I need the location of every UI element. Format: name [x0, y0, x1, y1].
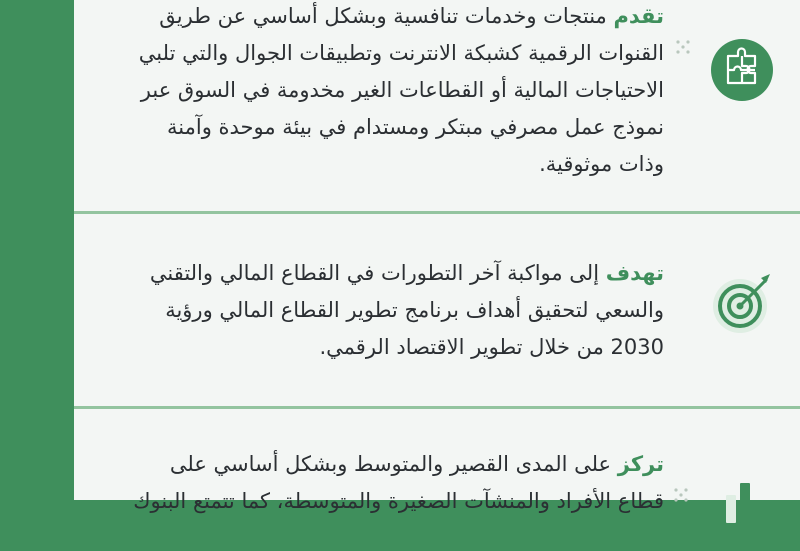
content-card: [74, 0, 800, 513]
section-text: [124, 255, 664, 366]
growth-chart-icon: [706, 479, 778, 551]
section-body: منتجات وخدمات تنافسية وبشكل أساسي عن طريق القنوات الرقمية كشبكة الانترنت وتطبيقات الجوال والتي تلبي الاحتياجات المالية أو القطاعات الغير مخدومة في السوق عبر نموذج عمل مصرفي مبتكر ومستدام في بيئة موحدة وآمنة وذات موثوقية.: [138, 4, 664, 176]
section-body: على المدى القصير والمتوسط وبشكل أساسي على قطاع الأفراد والمنشآت الصغيرة والمتوسطة، كما تتمتع البنوك: [133, 452, 664, 513]
decorative-dots-icon: [672, 486, 690, 504]
section-focus: [74, 409, 800, 513]
section-text: [124, 0, 664, 183]
section-body: إلى مواكبة آخر التطورات في القطاع المالي والتقني والسعي لتحقيق أهداف برنامج تطوير القطاع المالي ورؤية 2030 من خلال تطوير الاقتصاد الرقمي.: [149, 261, 664, 359]
section-lead-word: تهدف: [605, 261, 664, 285]
puzzle-icon: [706, 34, 778, 106]
section-lead-word: تقدم: [613, 4, 664, 28]
decorative-dots-icon: [674, 38, 692, 56]
section-lead-word: تركز: [617, 452, 664, 476]
section-aim: [74, 214, 800, 408]
section-text: [124, 446, 664, 520]
target-icon: [706, 266, 778, 338]
section-offer: [74, 0, 800, 194]
